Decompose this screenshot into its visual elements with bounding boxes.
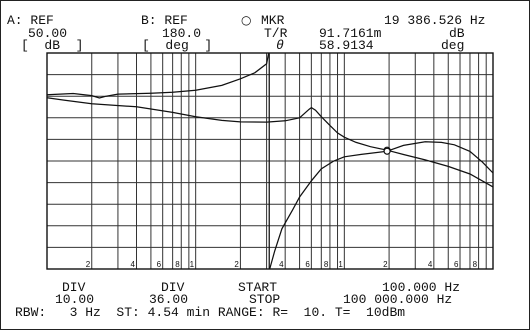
plot-markers xyxy=(384,147,390,154)
x-tick-label: 2 xyxy=(383,260,388,269)
x-tick-label: 6 xyxy=(454,260,459,269)
theta-unit: deg xyxy=(441,38,465,53)
x-tick-label: 8 xyxy=(323,260,329,269)
x-tick-label: 1 xyxy=(338,260,343,269)
x-tick-labels xyxy=(86,260,478,269)
x-tick-label: 6 xyxy=(305,260,310,269)
channel-a-unit: [ dB ] xyxy=(21,38,84,53)
marker-circle-icon: ○ xyxy=(241,13,252,27)
channel-a-div-value: 10.00 xyxy=(55,292,95,307)
x-tick-label: 1 xyxy=(189,260,195,269)
channel-b-div-label: DIV xyxy=(161,280,185,295)
theta-value: 58.9134 xyxy=(319,38,374,53)
channel-b-ref-value: 180.0 xyxy=(162,26,202,41)
x-tick-label: 4 xyxy=(130,260,135,269)
x-tick-label: 2 xyxy=(85,260,91,269)
stop-frequency: 100 000.000 Hz xyxy=(343,292,453,307)
channel-b-div-value: 36.00 xyxy=(149,292,189,307)
start-label: START xyxy=(238,280,278,295)
x-tick-label: 8 xyxy=(472,260,478,269)
status-line: RBW: 3 Hz ST: 4.54 min RANGE: R= 10. T= 10dBm xyxy=(15,305,406,320)
tr-unit: dB xyxy=(449,26,465,41)
channel-b-unit: [ deg ] xyxy=(142,38,213,53)
channel-a-ref-value: 50.00 xyxy=(28,26,68,41)
x-tick-label: 2 xyxy=(234,260,239,269)
start-frequency: 100.000 Hz xyxy=(382,280,461,295)
channel-a-div-label: DIV xyxy=(62,280,86,295)
tr-value: 91.7161m xyxy=(319,26,382,41)
tr-label: T/R xyxy=(264,26,288,41)
plot-grid xyxy=(47,53,493,269)
x-tick-label: 4 xyxy=(279,260,284,269)
marker-frequency: 19 386.526 Hz xyxy=(384,13,486,28)
marker-label: MKR xyxy=(261,13,285,28)
channel-b-ref-label: B: REF xyxy=(141,13,188,28)
marker-point xyxy=(384,148,390,154)
stop-label: STOP xyxy=(249,292,281,307)
channel-a-ref-label: A: REF xyxy=(7,13,54,28)
x-tick-label: 4 xyxy=(427,260,433,269)
theta-label: θ xyxy=(276,38,284,53)
x-tick-label: 6 xyxy=(156,260,162,269)
x-tick-label: 8 xyxy=(175,260,180,269)
